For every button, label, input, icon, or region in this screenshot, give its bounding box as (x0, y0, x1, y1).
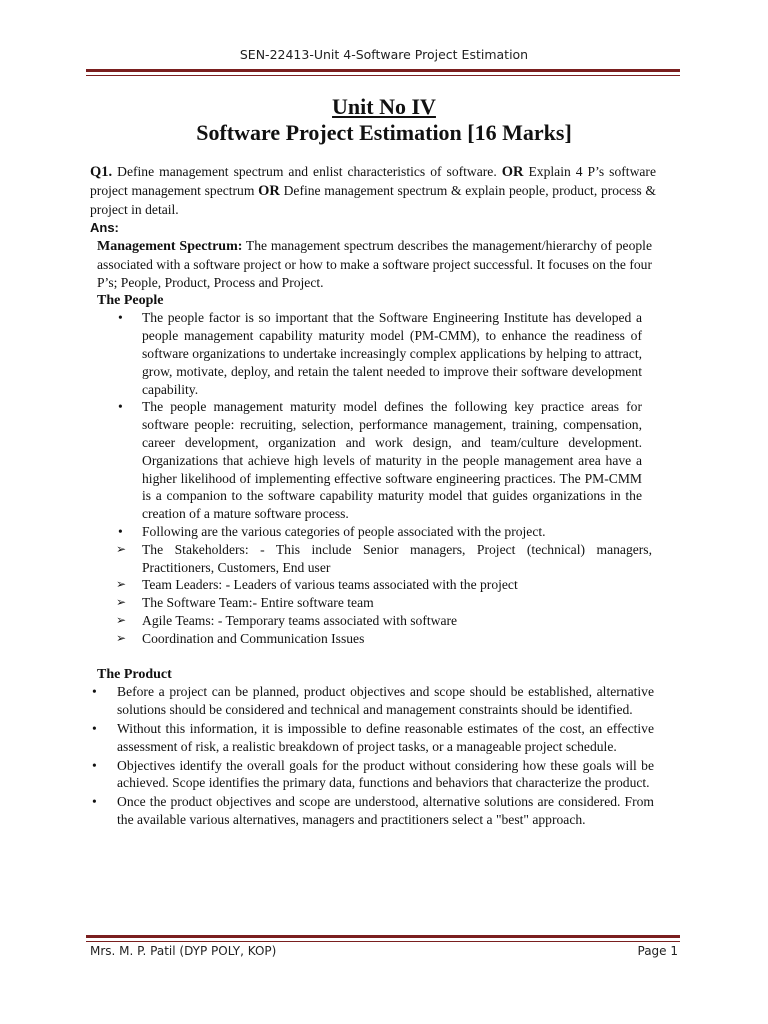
arrow-bullet-icon: ➢ (116, 541, 127, 556)
arrow-bullet-icon: ➢ (116, 612, 127, 627)
footer-author: Mrs. M. P. Patil (DYP POLY, KOP) (90, 944, 277, 958)
footer-rule (86, 935, 680, 942)
list-item: • The people management maturity model defines the following key practice areas for software people: recruiting, selection, performance management, training, compensation, career development, organization and work design, and team/culture development. Organizations that achieve high levels of maturity in the people management area have a higher likelihood of implementing effective software engineering practices. The PM-CMM is a companion to the software capability maturity model that guides organizations in the creation of a mature software process. (118, 399, 642, 522)
product-list (90, 683, 656, 828)
people-categories (90, 541, 656, 648)
header-rule (86, 69, 680, 76)
management-spectrum (97, 237, 652, 291)
question-part-2: Explain 4 P’s software project management spectrum (90, 164, 656, 198)
bullet-icon: • (92, 684, 97, 700)
question-or-1: OR (501, 164, 524, 180)
bullet-icon: • (118, 399, 123, 415)
page-number: Page 1 (637, 944, 678, 958)
bullet-icon: • (92, 794, 97, 810)
list-item: • Objectives identify the overall goals for the product without considering how these goals will be achieved. Scope identifies the primary data, functions and behaviors that characterize the product. (92, 757, 654, 791)
running-footer (90, 944, 678, 958)
bullet-icon: • (118, 310, 123, 326)
list-item: ➢ The Stakeholders: - This include Senior managers, Project (technical) managers, Practitioners, Customers, End user (116, 541, 652, 575)
question-label: Q1. (90, 164, 113, 180)
question (90, 163, 656, 218)
running-header: SEN-22413-Unit 4-Software Project Estimation (239, 47, 529, 62)
question-or-2: OR (258, 182, 280, 199)
answer-label: Ans: (90, 220, 119, 236)
list-item: • Without this information, it is impossible to define reasonable estimates of the cost, an effective assessment of risk, a realistic breakdown of project tasks, or a manageable project schedule. (92, 720, 654, 754)
arrow-bullet-icon: ➢ (116, 577, 127, 592)
arrow-bullet-icon: ➢ (116, 595, 127, 610)
list-item: ➢ Agile Teams: - Temporary teams associated with software (116, 612, 458, 628)
people-heading: The People (97, 292, 164, 308)
bullet-icon: • (118, 523, 123, 539)
spectrum-text: The management spectrum describes the management/hierarchy of people associated with a software project or how to make a software project successful. It focuses on the four P’s; People, Product, Process and Project. (97, 238, 652, 290)
page-title: Software Project Estimation [16 Marks] (196, 120, 572, 145)
question-part-3: Define management spectrum & explain people, product, process & project in detail. (90, 182, 656, 217)
question-part-1: Define management spectrum and enlist characteristics of software. (112, 164, 502, 179)
document-body (90, 163, 656, 830)
unit-title: Unit No IV (332, 94, 436, 119)
list-item: • The people factor is so important that the Software Engineering Institute has developed a people management capability maturity model (PM-CMM), to enhance the readiness of software organizations to undertake increasingly complex applications by helping to attract, grow, motivate, deploy, and retain the talent needed to improve their software development capability. (118, 310, 642, 397)
people-list (90, 309, 656, 540)
list-item: ➢ Coordination and Communication Issues (116, 630, 365, 646)
list-item: ➢ Team Leaders: - Leaders of various teams associated with the project (116, 577, 518, 593)
list-item: • Once the product objectives and scope are understood, alternative solutions are considered. From the available various alternatives, managers and practitioners select a "best" approach. (92, 794, 654, 827)
product-heading: The Product (97, 666, 172, 682)
spectrum-label: Management Spectrum: (97, 239, 243, 255)
arrow-bullet-icon: ➢ (116, 630, 127, 645)
list-item: • Before a project can be planned, product objectives and scope should be established, alternative solutions should be considered and technical and management constraints should be identified. (92, 684, 654, 718)
bullet-icon: • (92, 720, 97, 736)
list-item: ➢ The Software Team:- Entire software team (116, 595, 374, 611)
list-item: • Following are the various categories of people associated with the project. (118, 523, 546, 539)
bullet-icon: • (92, 757, 97, 773)
